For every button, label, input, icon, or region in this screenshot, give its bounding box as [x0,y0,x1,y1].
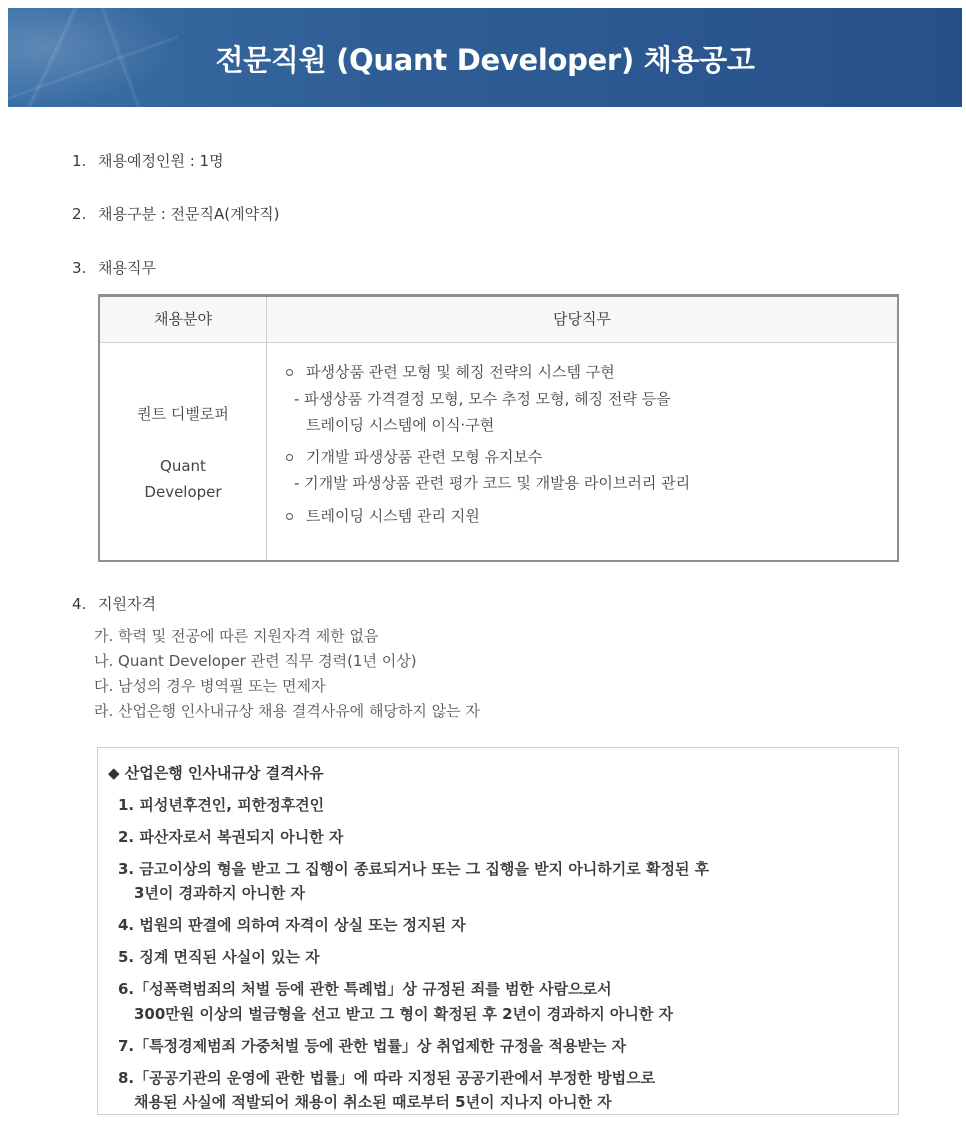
section-1 [72,150,224,171]
section-text: 채용예정인원 : 1명 [98,152,224,170]
qualification-item: 가. 학력 및 전공에 따른 지원자격 제한 없음 [94,627,379,645]
circle-bullet-icon [286,513,293,520]
job-duty-table [98,294,899,562]
qualification-item: 다. 남성의 경우 병역필 또는 면제자 [94,677,326,695]
qualification-item: 라. 산업은행 인사내규상 채용 결격사유에 해당하지 않는 자 [94,702,480,720]
disqualification-item: 7.「특정경제범죄 가중처벌 등에 관한 법률」상 취업제한 규정을 적용받는 자 [118,1037,627,1055]
circle-bullet-icon [286,454,293,461]
header-banner [8,8,962,107]
disqualification-item-cont: 300만원 이상의 벌금형을 선고 받고 그 형이 확정된 후 2년이 경과하지 아니한 자 [134,1005,674,1023]
disqualification-item: 2. 파산자로서 복권되지 아니한 자 [118,828,344,846]
section-text: 채용구분 : 전문직A(계약직) [98,205,280,223]
table-header-row [100,297,897,343]
field-english-1: Quant [160,457,206,475]
section-4 [72,593,156,614]
disqualification-item: 1. 피성년후견인, 피한정후견인 [118,796,325,814]
section-number: 4. [72,595,87,613]
column-divider [266,297,267,560]
section-number: 1. [72,152,87,170]
disqualification-item-cont: 채용된 사실에 적발되어 채용이 취소된 때로부터 5년이 지나지 아니한 자 [134,1093,612,1111]
disqualification-item: 6.「성폭력범죄의 처벌 등에 관한 특례법」상 규정된 죄를 범한 사람으로서 [118,980,612,998]
section-3 [72,257,156,278]
duty-subitem-cont: 트레이딩 시스템에 이식·구현 [306,416,495,434]
header-field: 채용분야 [154,310,212,328]
disqualification-item: 8.「공공기관의 운영에 관한 법률」에 따라 지정된 공공기관에서 부정한 방법으로 [118,1069,656,1087]
duty-item: 기개발 파생상품 관련 모형 유지보수 [306,448,543,466]
duty-subitem: - 기개발 파생상품 관련 평가 코드 및 개발용 라이브러리 관리 [294,474,691,492]
disqualification-item-cont: 3년이 경과하지 아니한 자 [134,884,306,902]
disqualification-item: 4. 법원의 판결에 의하여 자격이 상실 또는 정지된 자 [118,916,466,934]
section-2 [72,203,279,224]
qualification-item: 나. Quant Developer 관련 직무 경력(1년 이상) [94,652,417,670]
section-number: 3. [72,259,87,277]
page-title: 전문직원 (Quant Developer) 채용공고 [215,43,755,77]
field-korean: 퀀트 디벨로퍼 [137,405,229,423]
section-text: 채용직무 [98,259,156,277]
duty-subitem: - 파생상품 가격결정 모형, 모수 추정 모형, 헤징 전략 등을 [294,390,671,408]
field-english-2: Developer [144,483,222,501]
disqualification-item: 3. 금고이상의 형을 받고 그 집행이 종료되거나 또는 그 집행을 받지 아니하기로 확정된 후 [118,860,710,878]
section-text: 지원자격 [98,595,156,613]
duty-item: 파생상품 관련 모형 및 헤징 전략의 시스템 구현 [306,363,615,381]
disqualification-item: 5. 징계 면직된 사실이 있는 자 [118,948,320,966]
disqualification-box [97,747,899,1115]
duty-item: 트레이딩 시스템 관리 지원 [306,507,480,525]
section-number: 2. [72,205,87,223]
disqualification-title: ◆ 산업은행 인사내규상 결격사유 [108,764,324,782]
circle-bullet-icon [286,369,293,376]
header-duty: 담당직무 [553,310,611,328]
